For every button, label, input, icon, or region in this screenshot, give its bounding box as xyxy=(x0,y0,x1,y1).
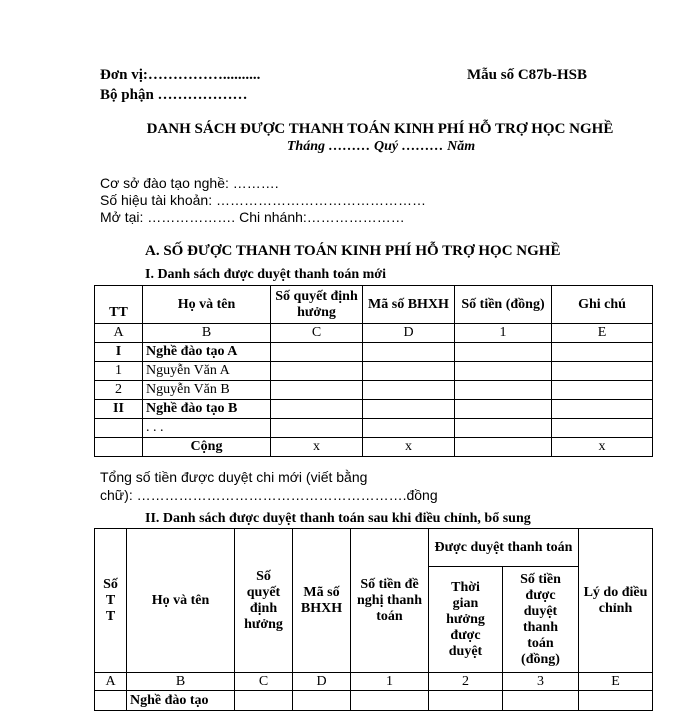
table-row xyxy=(95,381,653,400)
row-cell xyxy=(271,400,363,419)
row-tt xyxy=(95,419,143,438)
code-cell: 3 xyxy=(503,673,579,691)
code-cell: C xyxy=(271,324,363,343)
total-decision: x xyxy=(271,438,363,457)
row-cell xyxy=(235,691,293,711)
header-reason: Lý do điều chỉnh xyxy=(579,529,653,673)
row-cell xyxy=(455,381,552,400)
code-cell: A xyxy=(95,673,127,691)
header-note: Ghi chú xyxy=(552,286,653,324)
table-row xyxy=(95,400,653,419)
code-cell: A xyxy=(95,324,143,343)
row-cell xyxy=(271,343,363,362)
adjusted-table xyxy=(94,528,653,711)
code-cell: E xyxy=(552,324,653,343)
row-cell xyxy=(271,381,363,400)
row-cell xyxy=(455,343,552,362)
total-note: x xyxy=(552,438,653,457)
header-decision: Số quyết định hưởng xyxy=(271,286,363,324)
row-tt: I xyxy=(95,343,143,362)
training-facility: Cơ sở đào tạo nghề: ………. xyxy=(100,175,279,191)
header-amount: Số tiền (đồng) xyxy=(455,286,552,324)
total-label: Cộng xyxy=(143,438,271,457)
row-tt: 1 xyxy=(95,362,143,381)
row-cell xyxy=(363,419,455,438)
row-cell xyxy=(455,419,552,438)
row-cell xyxy=(455,438,552,457)
row-cell xyxy=(503,691,579,711)
row-cell xyxy=(95,438,143,457)
table-row xyxy=(95,362,653,381)
header-stt: Số T T xyxy=(95,529,127,673)
row-cell xyxy=(271,419,363,438)
code-cell: B xyxy=(127,673,235,691)
opened-at: Mở tại: ………………. Chi nhánh:………………… xyxy=(100,209,405,225)
row-cell xyxy=(552,343,653,362)
row-name: Nguyễn Văn B xyxy=(143,381,271,400)
header-tt: TT xyxy=(95,286,143,324)
approved-new-table xyxy=(94,285,653,457)
row-cell xyxy=(552,362,653,381)
row-tt: 2 xyxy=(95,381,143,400)
row-cell xyxy=(363,400,455,419)
part2-title: II. Danh sách được duyệt thanh toán sau khi điều chỉnh, bổ sung xyxy=(145,511,531,526)
header-name: Họ và tên xyxy=(127,529,235,673)
header-decision: Số quyết định hưởng xyxy=(235,529,293,673)
code-cell: D xyxy=(363,324,455,343)
code-cell: 1 xyxy=(455,324,552,343)
code-cell: C xyxy=(235,673,293,691)
code-cell: 2 xyxy=(429,673,503,691)
total-row xyxy=(95,438,653,457)
header-approved-group: Được duyệt thanh toán xyxy=(429,529,579,567)
header-proposed: Số tiền đề nghị thanh toán xyxy=(351,529,429,673)
table-row xyxy=(95,419,653,438)
code-cell: 1 xyxy=(351,673,429,691)
row-cell xyxy=(552,381,653,400)
code-cell: E xyxy=(579,673,653,691)
row-cell xyxy=(455,362,552,381)
header-approved-time: Thời gian hưởng được duyệt xyxy=(429,567,503,673)
document-title: DANH SÁCH ĐƯỢC THANH TOÁN KINH PHÍ HỖ TRỢ HỌC NGHỀ xyxy=(146,121,614,137)
code-cell: D xyxy=(293,673,351,691)
document-period: Tháng ……… Quý ……… Năm xyxy=(286,139,476,154)
table-row xyxy=(95,691,653,711)
total-in-words-line2: chữ): ………………………………………………….đồng xyxy=(100,487,438,503)
row-tt: II xyxy=(95,400,143,419)
row-cell xyxy=(552,419,653,438)
row-cell xyxy=(579,691,653,711)
row-name: Nghề đào tạo B xyxy=(143,400,271,419)
row-cell xyxy=(363,381,455,400)
code-cell: B xyxy=(143,324,271,343)
row-name: Nguyễn Văn A xyxy=(143,362,271,381)
row-cell xyxy=(351,691,429,711)
row-cell xyxy=(363,362,455,381)
row-name: . . . xyxy=(143,419,271,438)
unit-label: Đơn vị:…………….......... xyxy=(100,67,261,83)
row-name: Nghề đào tạo A xyxy=(143,343,271,362)
row-cell xyxy=(293,691,351,711)
row-cell xyxy=(429,691,503,711)
row-cell xyxy=(95,691,127,711)
row-cell xyxy=(271,362,363,381)
total-in-words-line1: Tổng số tiền được duyệt chi mới (viết bằng xyxy=(100,469,368,485)
part1-title: I. Danh sách được duyệt thanh toán mới xyxy=(145,267,386,282)
row-cell xyxy=(363,343,455,362)
row-name: Nghề đào tạo xyxy=(127,691,235,711)
header-approved-amount: Số tiền được duyệt thanh toán (đồng) xyxy=(503,567,579,673)
account-number: Số hiệu tài khoản: ……………………………………… xyxy=(100,192,426,208)
header-bhxh: Mã số BHXH xyxy=(363,286,455,324)
row-cell xyxy=(552,400,653,419)
total-bhxh: x xyxy=(363,438,455,457)
row-cell xyxy=(455,400,552,419)
header-name: Họ và tên xyxy=(143,286,271,324)
department-label: Bộ phận ……………… xyxy=(100,87,248,103)
header-bhxh: Mã số BHXH xyxy=(293,529,351,673)
table-row xyxy=(95,343,653,362)
form-code: Mẫu số C87b-HSB xyxy=(467,67,588,83)
section-a-title: A. SỐ ĐƯỢC THANH TOÁN KINH PHÍ HỖ TRỢ HỌC NGHỀ xyxy=(145,243,561,259)
